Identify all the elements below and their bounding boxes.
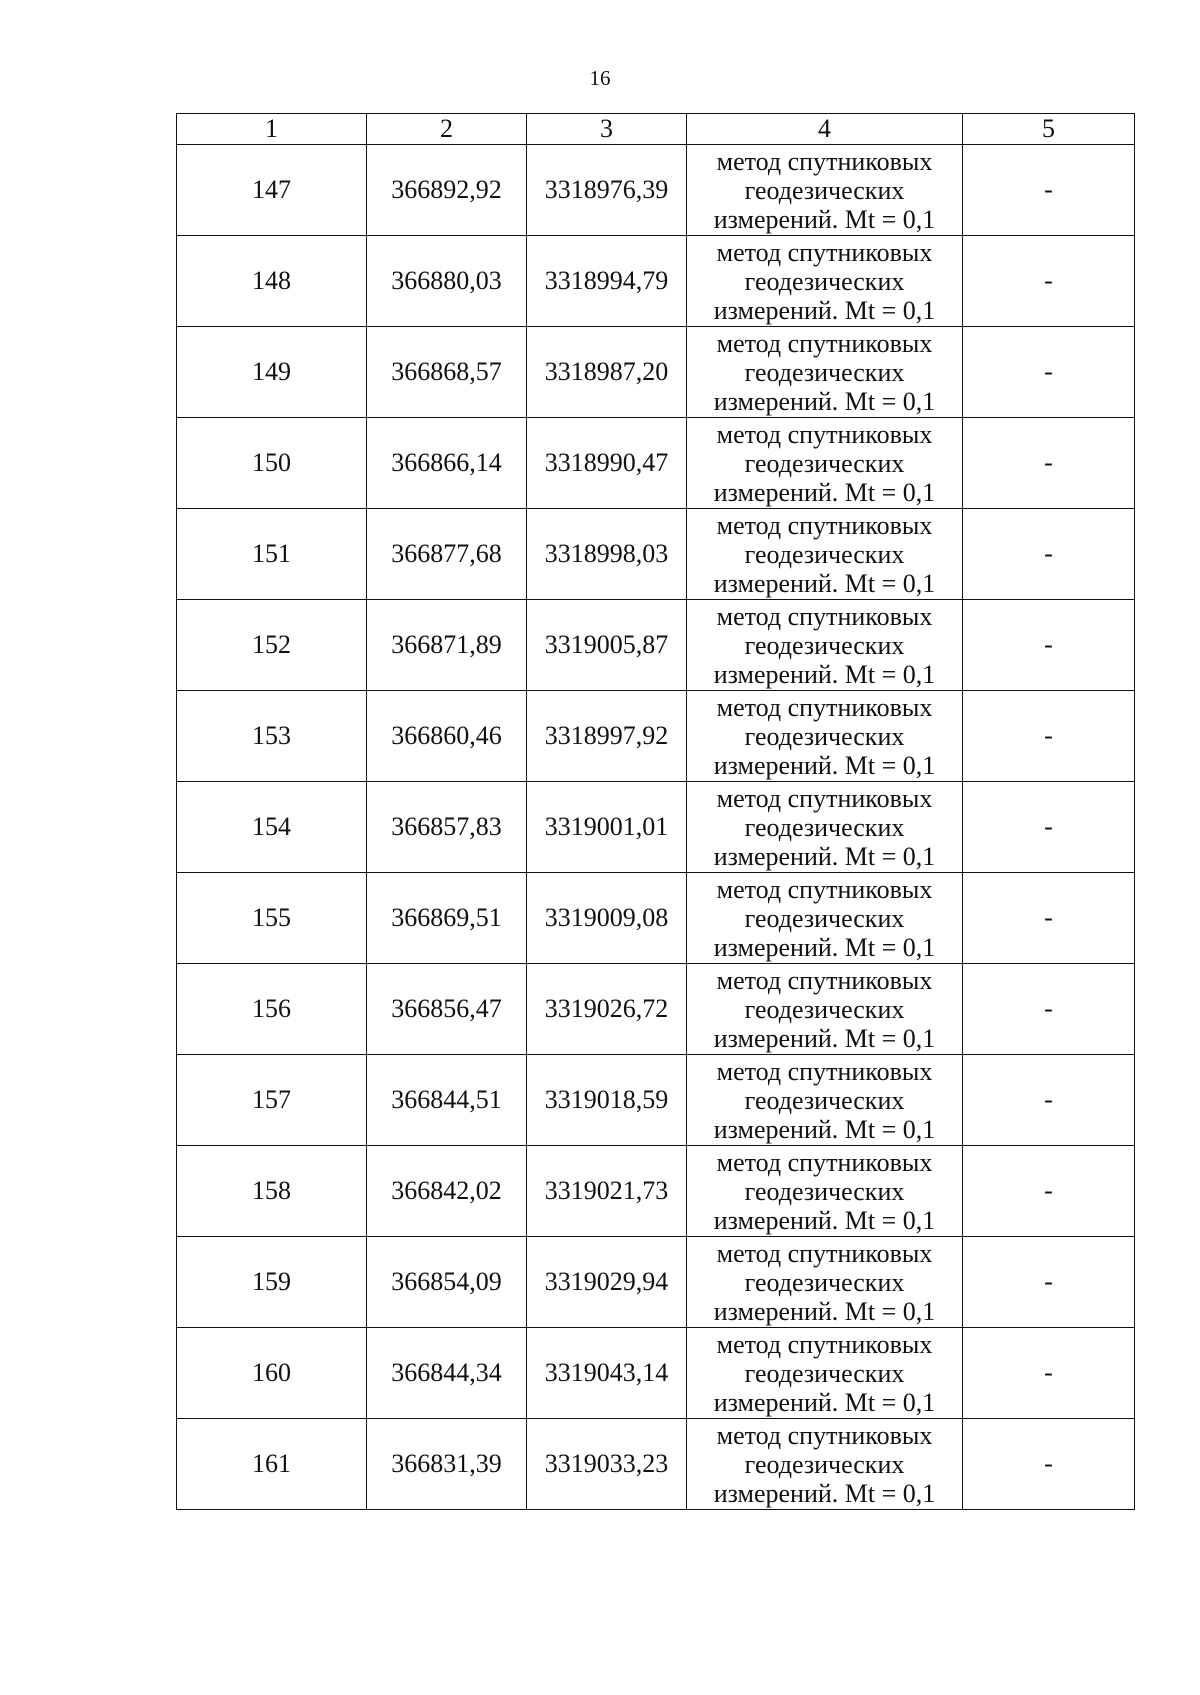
y-coordinate-cell: 3318987,20 — [527, 327, 687, 418]
method-cell: метод спутниковых геодезических измерений. Mt = 0,1 — [687, 509, 963, 600]
point-number-cell: 153 — [177, 691, 367, 782]
method-cell: метод спутниковых геодезических измерений. Mt = 0,1 — [687, 1328, 963, 1419]
header-col-4: 4 — [687, 114, 963, 145]
table-row — [177, 1419, 1135, 1510]
x-coordinate-cell: 366854,09 — [367, 1237, 527, 1328]
table-row — [177, 1237, 1135, 1328]
method-cell: метод спутниковых геодезических измерений. Mt = 0,1 — [687, 1055, 963, 1146]
table-row — [177, 509, 1135, 600]
header-col-2: 2 — [367, 114, 527, 145]
note-cell: - — [963, 964, 1135, 1055]
y-coordinate-cell: 3319021,73 — [527, 1146, 687, 1237]
x-coordinate-cell: 366866,14 — [367, 418, 527, 509]
method-cell: метод спутниковых геодезических измерений. Mt = 0,1 — [687, 145, 963, 236]
point-number-cell: 155 — [177, 873, 367, 964]
x-coordinate-cell: 366856,47 — [367, 964, 527, 1055]
table-row — [177, 600, 1135, 691]
y-coordinate-cell: 3319018,59 — [527, 1055, 687, 1146]
y-coordinate-cell: 3318990,47 — [527, 418, 687, 509]
x-coordinate-cell: 366831,39 — [367, 1419, 527, 1510]
point-number-cell: 157 — [177, 1055, 367, 1146]
y-coordinate-cell: 3319001,01 — [527, 782, 687, 873]
x-coordinate-cell: 366871,89 — [367, 600, 527, 691]
note-cell: - — [963, 691, 1135, 782]
y-coordinate-cell: 3318994,79 — [527, 236, 687, 327]
y-coordinate-cell: 3318998,03 — [527, 509, 687, 600]
note-cell: - — [963, 782, 1135, 873]
method-cell: метод спутниковых геодезических измерений. Mt = 0,1 — [687, 691, 963, 782]
x-coordinate-cell: 366880,03 — [367, 236, 527, 327]
table-row — [177, 1328, 1135, 1419]
header-col-5: 5 — [963, 114, 1135, 145]
note-cell: - — [963, 1146, 1135, 1237]
note-cell: - — [963, 873, 1135, 964]
point-number-cell: 150 — [177, 418, 367, 509]
method-cell: метод спутниковых геодезических измерений. Mt = 0,1 — [687, 782, 963, 873]
method-cell: метод спутниковых геодезических измерений. Mt = 0,1 — [687, 1237, 963, 1328]
table-row — [177, 873, 1135, 964]
note-cell: - — [963, 600, 1135, 691]
y-coordinate-cell: 3319005,87 — [527, 600, 687, 691]
header-row — [177, 114, 1135, 145]
note-cell: - — [963, 418, 1135, 509]
point-number-cell: 160 — [177, 1328, 367, 1419]
method-cell: метод спутниковых геодезических измерений. Mt = 0,1 — [687, 600, 963, 691]
point-number-cell: 159 — [177, 1237, 367, 1328]
point-number-cell: 151 — [177, 509, 367, 600]
x-coordinate-cell: 366844,51 — [367, 1055, 527, 1146]
table-row — [177, 691, 1135, 782]
table-row — [177, 964, 1135, 1055]
table-row — [177, 327, 1135, 418]
x-coordinate-cell: 366842,02 — [367, 1146, 527, 1237]
note-cell: - — [963, 509, 1135, 600]
y-coordinate-cell: 3319029,94 — [527, 1237, 687, 1328]
table-row — [177, 1146, 1135, 1237]
table-row — [177, 236, 1135, 327]
point-number-cell: 149 — [177, 327, 367, 418]
y-coordinate-cell: 3318997,92 — [527, 691, 687, 782]
point-number-cell: 154 — [177, 782, 367, 873]
x-coordinate-cell: 366868,57 — [367, 327, 527, 418]
method-cell: метод спутниковых геодезических измерений. Mt = 0,1 — [687, 418, 963, 509]
point-number-cell: 156 — [177, 964, 367, 1055]
header-col-3: 3 — [527, 114, 687, 145]
note-cell: - — [963, 1328, 1135, 1419]
y-coordinate-cell: 3319009,08 — [527, 873, 687, 964]
note-cell: - — [963, 145, 1135, 236]
point-number-cell: 148 — [177, 236, 367, 327]
point-number-cell: 147 — [177, 145, 367, 236]
method-cell: метод спутниковых геодезических измерений. Mt = 0,1 — [687, 236, 963, 327]
table-body — [177, 145, 1135, 1510]
point-number-cell: 161 — [177, 1419, 367, 1510]
header-col-1: 1 — [177, 114, 367, 145]
y-coordinate-cell: 3319026,72 — [527, 964, 687, 1055]
method-cell: метод спутниковых геодезических измерений. Mt = 0,1 — [687, 873, 963, 964]
x-coordinate-cell: 366869,51 — [367, 873, 527, 964]
coordinates-table — [176, 113, 1135, 1510]
note-cell: - — [963, 1055, 1135, 1146]
x-coordinate-cell: 366892,92 — [367, 145, 527, 236]
x-coordinate-cell: 366877,68 — [367, 509, 527, 600]
table-row — [177, 418, 1135, 509]
note-cell: - — [963, 1237, 1135, 1328]
note-cell: - — [963, 236, 1135, 327]
x-coordinate-cell: 366857,83 — [367, 782, 527, 873]
method-cell: метод спутниковых геодезических измерений. Mt = 0,1 — [687, 327, 963, 418]
point-number-cell: 158 — [177, 1146, 367, 1237]
x-coordinate-cell: 366844,34 — [367, 1328, 527, 1419]
y-coordinate-cell: 3319043,14 — [527, 1328, 687, 1419]
point-number-cell: 152 — [177, 600, 367, 691]
x-coordinate-cell: 366860,46 — [367, 691, 527, 782]
method-cell: метод спутниковых геодезических измерений. Mt = 0,1 — [687, 964, 963, 1055]
y-coordinate-cell: 3319033,23 — [527, 1419, 687, 1510]
note-cell: - — [963, 327, 1135, 418]
y-coordinate-cell: 3318976,39 — [527, 145, 687, 236]
method-cell: метод спутниковых геодезических измерений. Mt = 0,1 — [687, 1146, 963, 1237]
page-number: 16 — [589, 66, 611, 90]
note-cell: - — [963, 1419, 1135, 1510]
table-row — [177, 1055, 1135, 1146]
table-header — [177, 114, 1135, 145]
table-row — [177, 145, 1135, 236]
method-cell: метод спутниковых геодезических измерений. Mt = 0,1 — [687, 1419, 963, 1510]
table-row — [177, 782, 1135, 873]
